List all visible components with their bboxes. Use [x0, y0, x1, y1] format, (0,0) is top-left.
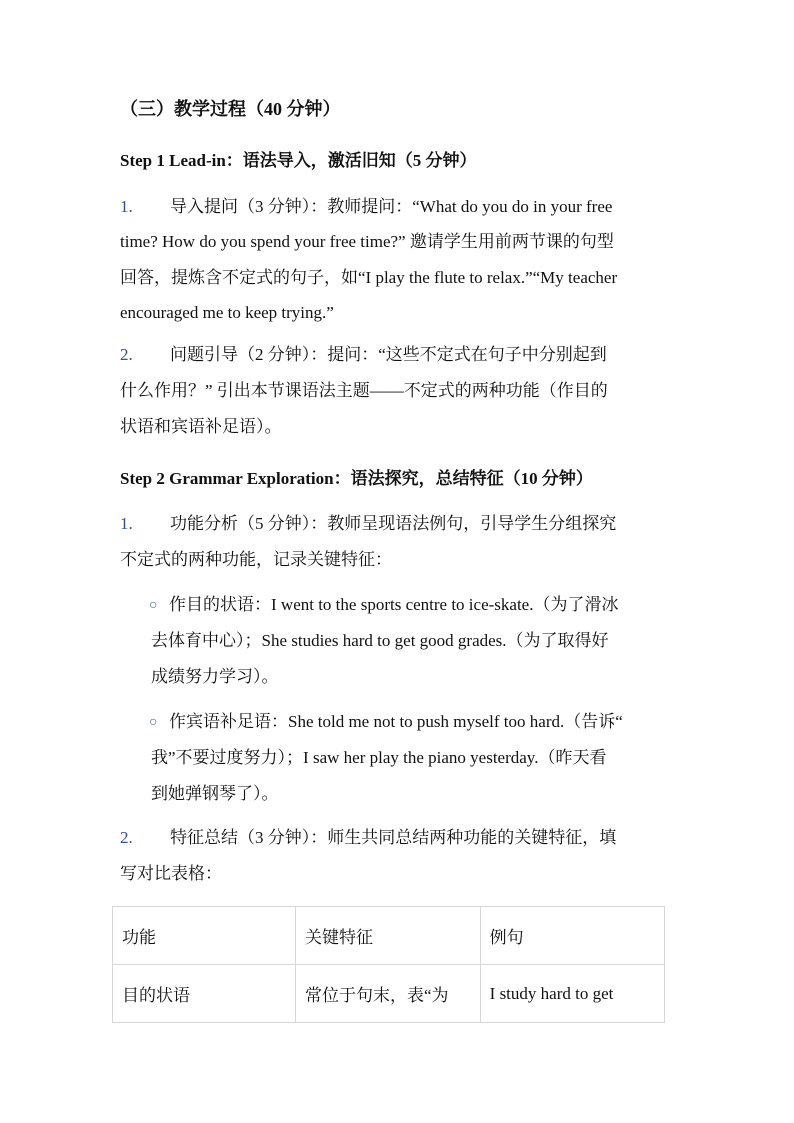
table-row — [113, 965, 665, 1023]
step2-title: Step 2 Grammar Exploration：语法探究，总结特征（10 分钟） — [120, 469, 593, 488]
sub2-bullet-icon: ○ — [149, 715, 158, 730]
step1-item1-line3: 回答，提炼含不定式的句子，如“I play the flute to relax.”“My teacher — [120, 268, 618, 287]
step2-item1-number: 1. — [120, 514, 133, 533]
table-cell: 常位于句末，表“为 — [296, 965, 481, 1023]
table-header-row — [113, 907, 665, 965]
sub1-bullet-icon: ○ — [149, 598, 158, 613]
step1-item2-number: 2. — [120, 345, 133, 364]
comparison-table — [112, 906, 665, 1023]
sub2-line2: 我”不要过度努力）；I saw her play the piano yesterday.（昨天看 — [151, 748, 607, 767]
sub1-line2: 去体育中心）；She studies hard to get good grades.（为了取得好 — [151, 631, 609, 650]
table-header-cell: 功能 — [113, 907, 296, 965]
step2-item2-line2: 写对比表格： — [120, 864, 222, 883]
table-header-cell: 例句 — [480, 907, 664, 965]
step1-item1-line1: 导入提问（3 分钟）：教师提问：“What do you do in your free — [170, 197, 613, 216]
step1-item2-line2: 什么作用？” 引出本节课语法主题——不定式的两种功能（作目的 — [120, 381, 608, 400]
table-header-cell: 关键特征 — [296, 907, 481, 965]
step2-item2-line1: 特征总结（3 分钟）：师生共同总结两种功能的关键特征，填 — [170, 828, 617, 847]
step2-item2-number: 2. — [120, 828, 133, 847]
step1-item1-line2: time? How do you spend your free time?” 邀请学生用前两节课的句型 — [120, 232, 614, 251]
step1-item2-line1: 问题引导（2 分钟）：提问：“这些不定式在句子中分别起到 — [170, 345, 607, 364]
sub2-line1: 作宾语补足语：She told me not to push myself too hard.（告诉“ — [169, 712, 623, 731]
step1-item2-line3: 状语和宾语补足语）。 — [120, 417, 282, 436]
sub2-line3: 到她弹钢琴了）。 — [151, 784, 279, 803]
table-cell: 目的状语 — [113, 965, 296, 1023]
table-cell: I study hard to get — [480, 965, 664, 1023]
step2-item1-line2: 不定式的两种功能，记录关键特征： — [120, 550, 392, 569]
sub1-line1: 作目的状语：I went to the sports centre to ice-skate.（为了滑冰 — [169, 595, 619, 614]
section-title: （三）教学过程（40 分钟） — [120, 99, 341, 119]
sub1-line3: 成绩努力学习）。 — [151, 667, 279, 686]
step1-title: Step 1 Lead-in：语法导入，激活旧知（5 分钟） — [120, 151, 477, 170]
step1-item1-number: 1. — [120, 197, 133, 216]
step2-item1-line1: 功能分析（5 分钟）：教师呈现语法例句，引导学生分组探究 — [170, 514, 617, 533]
step1-item1-line4: encouraged me to keep trying.” — [120, 303, 334, 322]
